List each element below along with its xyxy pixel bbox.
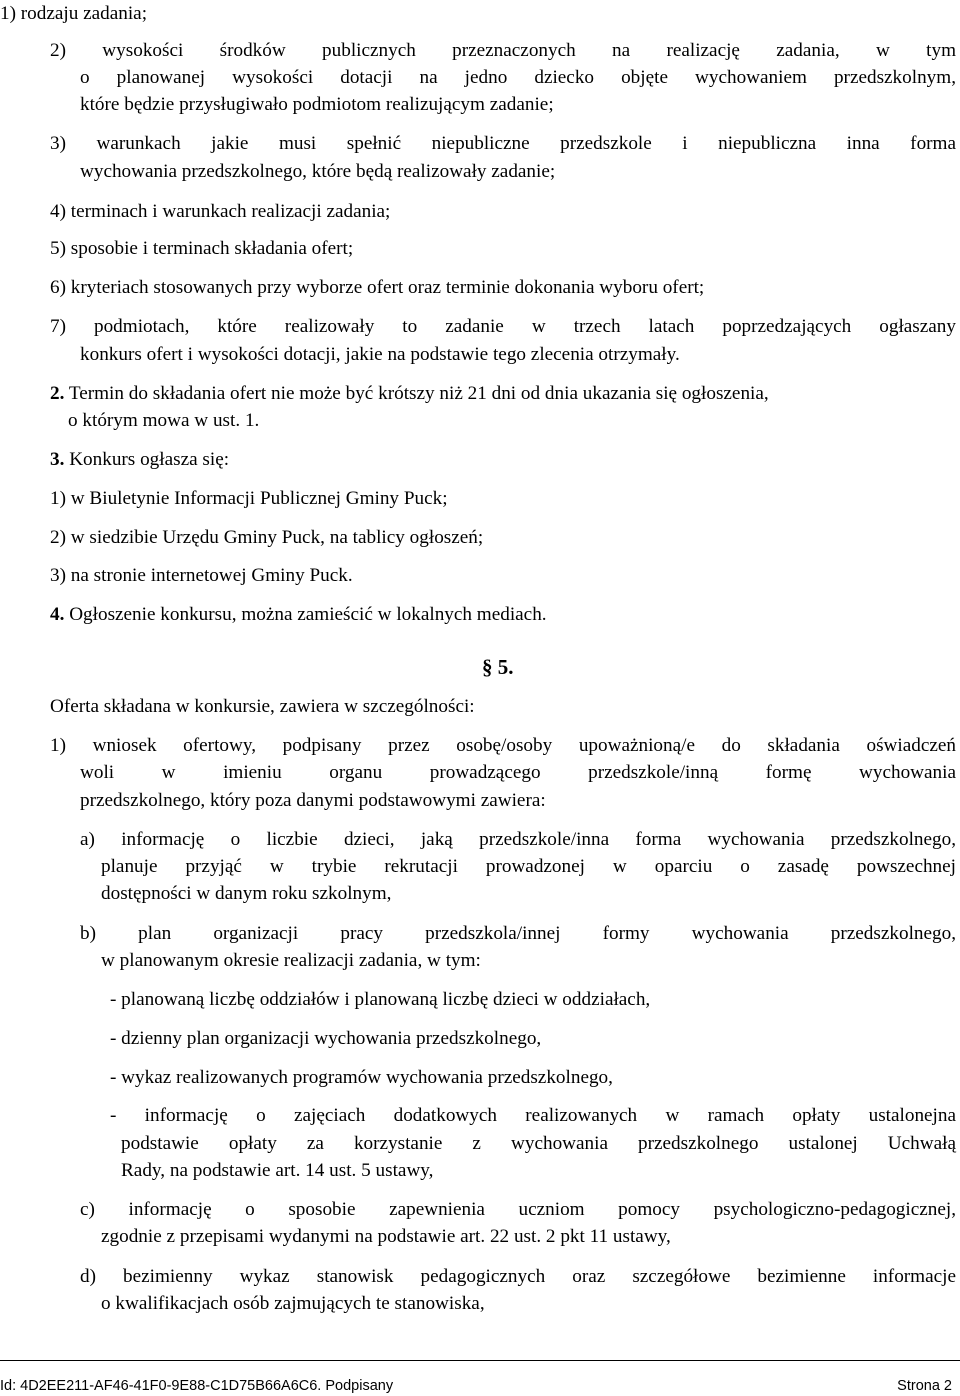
list-item: 3) warunkach jakie musi spełnić niepubliczne przedszkole i niepubliczna inna forma bbox=[50, 133, 956, 154]
sub-item-continuation: w planowanym okresie realizacji zadania, w tym: bbox=[101, 950, 481, 971]
paragraph bbox=[50, 601, 547, 628]
bullet-item-continuation: Rady, na podstawie art. 14 ust. 5 ustawy, bbox=[121, 1160, 434, 1181]
document-id: Id: 4D2EE211-AF46-41F0-9E88-C1D75B66A6C6. Podpisany bbox=[0, 1378, 394, 1394]
bullet-item: - informację o zajęciach dodatkowych realizowanych w ramach opłaty ustalonejna bbox=[110, 1105, 956, 1126]
paragraph-text: Konkurs ogłasza się: bbox=[64, 449, 230, 470]
list-item-continuation: woli w imieniu organu prowadzącego przedszkole/inną formę wychowania bbox=[80, 762, 956, 783]
sub-item-continuation: planuje przyjąć w trybie rekrutacji prowadzonej w oparciu o zasadę powszechnej bbox=[101, 856, 956, 877]
paragraph-number: 3. bbox=[50, 449, 65, 470]
paragraph-text: Ogłoszenie konkursu, można zamieścić w lokalnych mediach. bbox=[64, 604, 547, 625]
bullet-item-continuation: podstawie opłaty za korzystanie z wychowania przedszkolnego ustalonej Uchwałą bbox=[121, 1133, 956, 1154]
list-item: 6) kryteriach stosowanych przy wyborze ofert oraz terminie dokonania wyboru ofert; bbox=[50, 277, 705, 298]
page-footer bbox=[0, 1360, 960, 1396]
list-item-continuation: konkurs ofert i wysokości dotacji, jakie na podstawie tego zlecenia otrzymały. bbox=[80, 344, 680, 365]
bullet-item: - dzienny plan organizacji wychowania przedszkolnego, bbox=[110, 1028, 542, 1049]
list-item: 3) na stronie internetowej Gminy Puck. bbox=[50, 565, 353, 586]
sub-item-continuation: o kwalifikacjach osób zajmujących te stanowiska, bbox=[101, 1293, 485, 1314]
sub-item-continuation: zgodnie z przepisami wydanymi na podstawie art. 22 ust. 2 pkt 11 ustawy, bbox=[101, 1226, 671, 1247]
section-heading: § 5. bbox=[482, 655, 514, 679]
list-item: 4) terminach i warunkach realizacji zadania; bbox=[50, 201, 391, 222]
bullet-item: - wykaz realizowanych programów wychowania przedszkolnego, bbox=[110, 1067, 613, 1088]
list-item: 5) sposobie i terminach składania ofert; bbox=[50, 238, 354, 259]
list-item: 2) w siedzibie Urzędu Gminy Puck, na tablicy ogłoszeń; bbox=[50, 527, 484, 548]
paragraph-continuation: o którym mowa w ust. 1. bbox=[68, 410, 260, 431]
sub-item: c) informację o sposobie zapewnienia uczniom pomocy psychologiczno-pedagogicznej, bbox=[80, 1199, 956, 1220]
paragraph bbox=[50, 446, 229, 473]
page-number: Strona 2 bbox=[897, 1378, 952, 1394]
bullet-item: - planowaną liczbę oddziałów i planowaną liczbę dzieci w oddziałach, bbox=[110, 989, 651, 1010]
list-item: 1) rodzaju zadania; bbox=[0, 3, 148, 24]
footer-divider bbox=[0, 1360, 960, 1361]
list-item-continuation: wychowania przedszkolnego, które będą realizowały zadanie; bbox=[80, 161, 556, 182]
sub-item: b) plan organizacji pracy przedszkola/innej formy wychowania przedszkolnego, bbox=[80, 923, 956, 944]
list-item: 7) podmiotach, które realizowały to zadanie w trzech latach poprzedzających ogłaszany bbox=[50, 316, 956, 337]
list-item: 1) w Biuletynie Informacji Publicznej Gminy Puck; bbox=[50, 488, 448, 509]
paragraph-text: Termin do składania ofert nie może być krótszy niż 21 dni od dnia ukazania się ogłoszenia, bbox=[64, 383, 769, 404]
list-item-continuation: przedszkolnego, który poza danymi podstawowymi zawiera: bbox=[80, 790, 546, 811]
list-item-continuation: które będzie przysługiwało podmiotom realizującym zadanie; bbox=[80, 94, 554, 115]
sub-item: d) bezimienny wykaz stanowisk pedagogicznych oraz szczegółowe bezimienne informacje bbox=[80, 1266, 956, 1287]
paragraph-number: 2. bbox=[50, 383, 65, 404]
list-item: 1) wniosek ofertowy, podpisany przez osobę/osoby upoważnioną/e do składania oświadczeń bbox=[50, 735, 956, 756]
sub-item: a) informację o liczbie dzieci, jaką przedszkole/inna forma wychowania przedszkolnego, bbox=[80, 829, 956, 850]
paragraph: Oferta składana w konkursie, zawiera w szczególności: bbox=[50, 696, 475, 717]
list-item: 2) wysokości środków publicznych przeznaczonych na realizację zadania, w tym bbox=[50, 40, 956, 61]
paragraph bbox=[50, 380, 769, 407]
sub-item-continuation: dostępności w danym roku szkolnym, bbox=[101, 883, 392, 904]
list-item-continuation: o planowanej wysokości dotacji na jedno dziecko objęte wychowaniem przedszkolnym, bbox=[80, 67, 956, 88]
paragraph-number: 4. bbox=[50, 604, 65, 625]
